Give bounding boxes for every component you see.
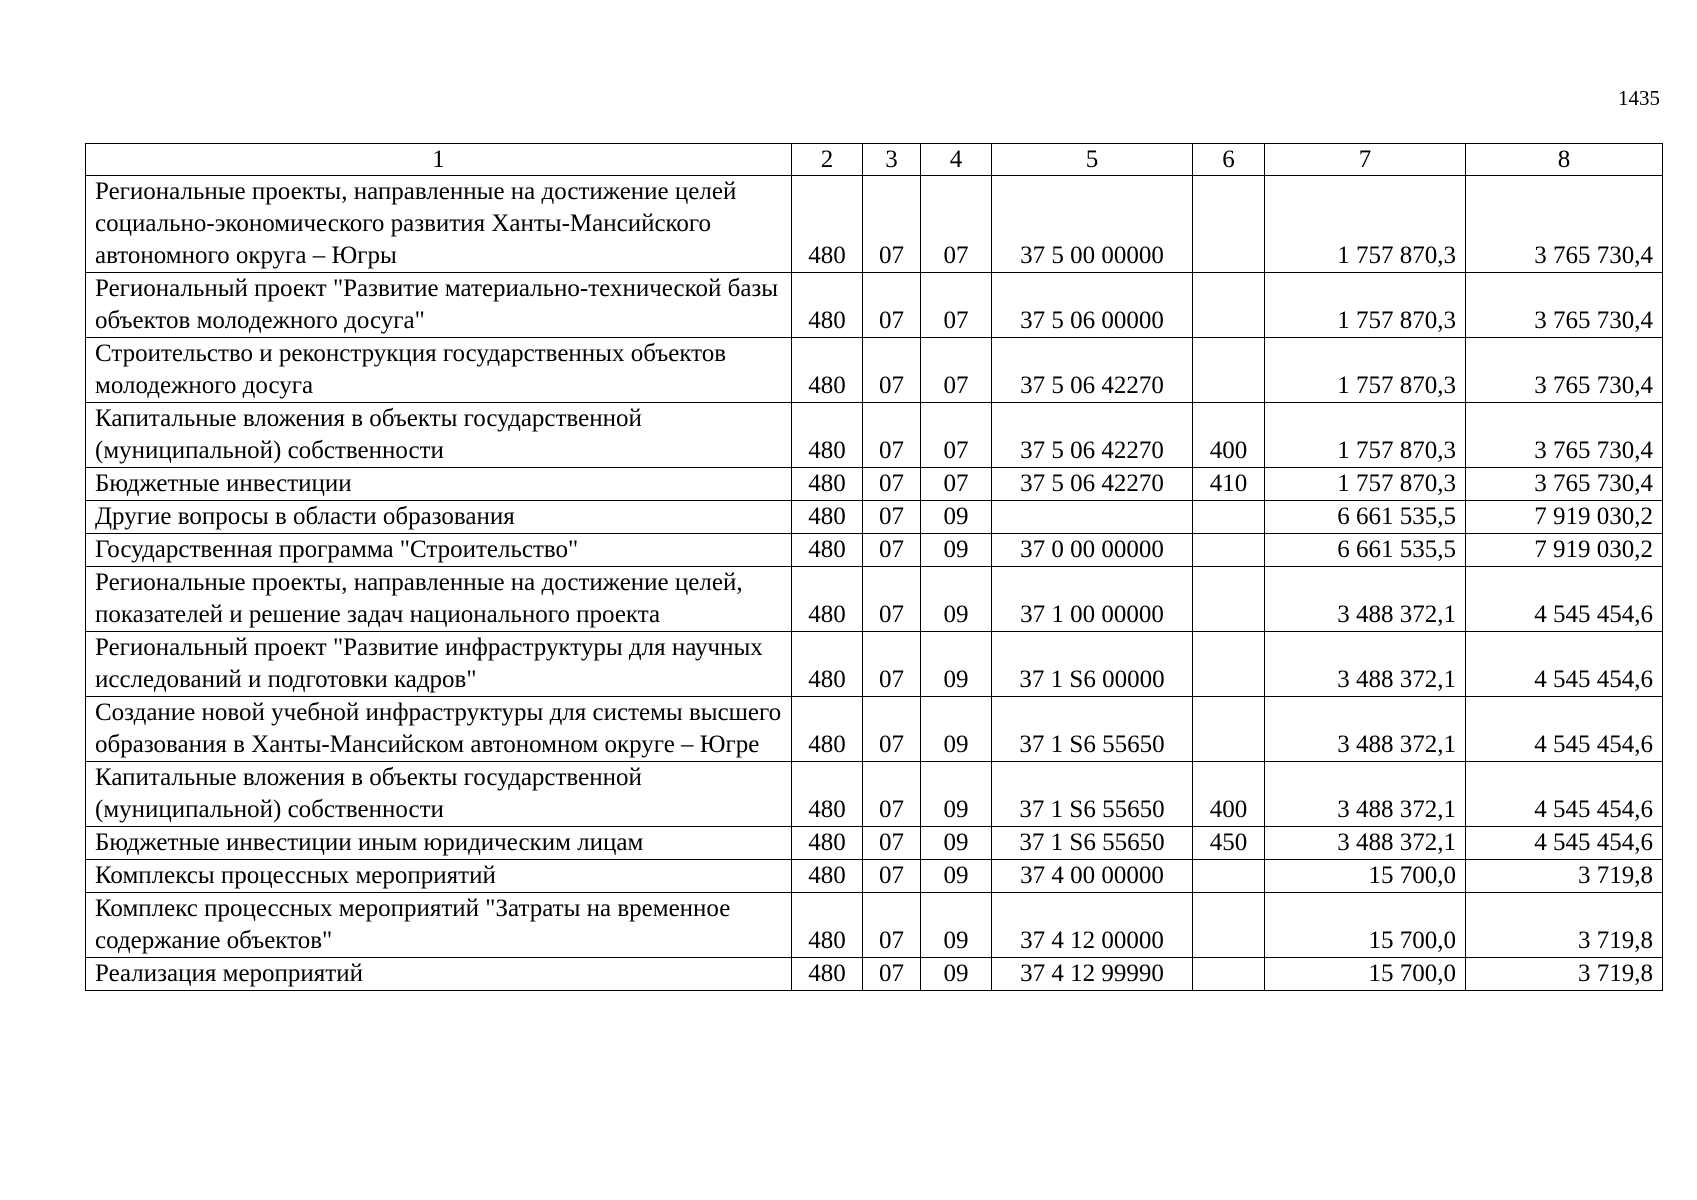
target-article-cell: 37 5 06 42270 — [992, 338, 1193, 403]
subsection-code-cell: 09 — [921, 860, 992, 893]
target-article-cell: 37 1 00 00000 — [992, 567, 1193, 632]
header-row — [86, 144, 1663, 176]
amount-year-1-cell: 1 757 870,3 — [1265, 338, 1466, 403]
ministry-code-cell: 480 — [792, 762, 863, 827]
section-code-cell: 07 — [863, 403, 921, 468]
section-code-cell: 07 — [863, 273, 921, 338]
amount-year-1-cell: 3 488 372,1 — [1265, 762, 1466, 827]
expense-type-cell — [1193, 567, 1265, 632]
target-article-cell: 37 4 00 00000 — [992, 860, 1193, 893]
subsection-code-cell: 09 — [921, 893, 992, 958]
expense-type-cell — [1193, 958, 1265, 991]
amount-year-1-cell: 15 700,0 — [1265, 860, 1466, 893]
subsection-code-cell: 07 — [921, 273, 992, 338]
amount-year-1-cell: 6 661 535,5 — [1265, 534, 1466, 567]
expense-type-cell: 410 — [1193, 468, 1265, 501]
item-name-cell: Реализация мероприятий — [86, 958, 792, 991]
target-article-cell: 37 5 00 00000 — [992, 176, 1193, 273]
item-name-cell: Региональный проект "Развитие инфраструктуры для научных исследований и подготовки кадров" — [86, 632, 792, 697]
item-name-cell: Строительство и реконструкция государственных объектов молодежного досуга — [86, 338, 792, 403]
amount-year-2-cell: 7 919 030,2 — [1466, 501, 1663, 534]
target-article-cell: 37 5 06 00000 — [992, 273, 1193, 338]
section-code-cell: 07 — [863, 958, 921, 991]
amount-year-2-cell: 3 765 730,4 — [1466, 176, 1663, 273]
target-article-cell: 37 4 12 00000 — [992, 893, 1193, 958]
amount-year-2-cell: 3 719,8 — [1466, 958, 1663, 991]
item-name-cell: Комплексы процессных мероприятий — [86, 860, 792, 893]
expense-type-cell: 400 — [1193, 762, 1265, 827]
expense-type-cell — [1193, 860, 1265, 893]
table-row — [86, 176, 1663, 273]
amount-year-2-cell: 3 765 730,4 — [1466, 338, 1663, 403]
section-code-cell: 07 — [863, 827, 921, 860]
column-header: 8 — [1466, 144, 1663, 176]
subsection-code-cell: 09 — [921, 697, 992, 762]
item-name-cell: Комплекс процессных мероприятий "Затраты на временное содержание объектов" — [86, 893, 792, 958]
expense-type-cell — [1193, 893, 1265, 958]
table-body — [86, 176, 1663, 991]
ministry-code-cell: 480 — [792, 403, 863, 468]
subsection-code-cell: 07 — [921, 338, 992, 403]
amount-year-1-cell: 3 488 372,1 — [1265, 567, 1466, 632]
ministry-code-cell: 480 — [792, 338, 863, 403]
target-article-cell: 37 1 S6 55650 — [992, 697, 1193, 762]
subsection-code-cell: 09 — [921, 567, 992, 632]
amount-year-1-cell: 15 700,0 — [1265, 893, 1466, 958]
column-header: 4 — [921, 144, 992, 176]
target-article-cell — [992, 501, 1193, 534]
table-row — [86, 468, 1663, 501]
expense-type-cell — [1193, 338, 1265, 403]
subsection-code-cell: 09 — [921, 958, 992, 991]
item-name-cell: Региональный проект "Развитие материально-технической базы объектов молодежного досуга" — [86, 273, 792, 338]
table-header — [86, 144, 1663, 176]
ministry-code-cell: 480 — [792, 860, 863, 893]
column-header: 3 — [863, 144, 921, 176]
section-code-cell: 07 — [863, 762, 921, 827]
amount-year-2-cell: 7 919 030,2 — [1466, 534, 1663, 567]
section-code-cell: 07 — [863, 468, 921, 501]
table-row — [86, 893, 1663, 958]
amount-year-2-cell: 4 545 454,6 — [1466, 632, 1663, 697]
target-article-cell: 37 5 06 42270 — [992, 403, 1193, 468]
ministry-code-cell: 480 — [792, 893, 863, 958]
ministry-code-cell: 480 — [792, 567, 863, 632]
section-code-cell: 07 — [863, 567, 921, 632]
amount-year-2-cell: 4 545 454,6 — [1466, 762, 1663, 827]
ministry-code-cell: 480 — [792, 697, 863, 762]
target-article-cell: 37 1 S6 00000 — [992, 632, 1193, 697]
amount-year-2-cell: 4 545 454,6 — [1466, 827, 1663, 860]
expense-type-cell — [1193, 632, 1265, 697]
item-name-cell: Бюджетные инвестиции иным юридическим лицам — [86, 827, 792, 860]
subsection-code-cell: 07 — [921, 176, 992, 273]
amount-year-1-cell: 1 757 870,3 — [1265, 176, 1466, 273]
subsection-code-cell: 07 — [921, 468, 992, 501]
item-name-cell: Региональные проекты, направленные на достижение целей социально-экономического развития Ханты-Мансийского автономного округа – Югры — [86, 176, 792, 273]
amount-year-1-cell: 6 661 535,5 — [1265, 501, 1466, 534]
target-article-cell: 37 1 S6 55650 — [992, 827, 1193, 860]
amount-year-2-cell: 4 545 454,6 — [1466, 697, 1663, 762]
section-code-cell: 07 — [863, 338, 921, 403]
expense-type-cell — [1193, 534, 1265, 567]
section-code-cell: 07 — [863, 501, 921, 534]
section-code-cell: 07 — [863, 632, 921, 697]
item-name-cell: Бюджетные инвестиции — [86, 468, 792, 501]
table-row — [86, 534, 1663, 567]
expense-type-cell — [1193, 176, 1265, 273]
section-code-cell: 07 — [863, 534, 921, 567]
table-row — [86, 338, 1663, 403]
column-header: 6 — [1193, 144, 1265, 176]
column-header: 1 — [86, 144, 792, 176]
ministry-code-cell: 480 — [792, 534, 863, 567]
ministry-code-cell: 480 — [792, 273, 863, 338]
amount-year-1-cell: 1 757 870,3 — [1265, 403, 1466, 468]
amount-year-1-cell: 3 488 372,1 — [1265, 827, 1466, 860]
page-number: 1435 — [1618, 86, 1660, 110]
ministry-code-cell: 480 — [792, 468, 863, 501]
amount-year-2-cell: 3 719,8 — [1466, 893, 1663, 958]
amount-year-1-cell: 1 757 870,3 — [1265, 468, 1466, 501]
table-row — [86, 501, 1663, 534]
ministry-code-cell: 480 — [792, 632, 863, 697]
amount-year-1-cell: 3 488 372,1 — [1265, 697, 1466, 762]
section-code-cell: 07 — [863, 893, 921, 958]
table-row — [86, 762, 1663, 827]
column-header: 2 — [792, 144, 863, 176]
table-row — [86, 827, 1663, 860]
subsection-code-cell: 09 — [921, 632, 992, 697]
table-row — [86, 958, 1663, 991]
target-article-cell: 37 4 12 99990 — [992, 958, 1193, 991]
section-code-cell: 07 — [863, 176, 921, 273]
column-header: 7 — [1265, 144, 1466, 176]
amount-year-2-cell: 3 719,8 — [1466, 860, 1663, 893]
column-header: 5 — [992, 144, 1193, 176]
amount-year-2-cell: 4 545 454,6 — [1466, 567, 1663, 632]
section-code-cell: 07 — [863, 860, 921, 893]
expense-type-cell: 450 — [1193, 827, 1265, 860]
item-name-cell: Капитальные вложения в объекты государственной (муниципальной) собственности — [86, 762, 792, 827]
subsection-code-cell: 09 — [921, 827, 992, 860]
target-article-cell: 37 1 S6 55650 — [992, 762, 1193, 827]
ministry-code-cell: 480 — [792, 501, 863, 534]
ministry-code-cell: 480 — [792, 958, 863, 991]
expense-type-cell: 400 — [1193, 403, 1265, 468]
item-name-cell: Капитальные вложения в объекты государственной (муниципальной) собственности — [86, 403, 792, 468]
item-name-cell: Создание новой учебной инфраструктуры для системы высшего образования в Ханты-Мансийском автономном округе – Югре — [86, 697, 792, 762]
item-name-cell: Региональные проекты, направленные на достижение целей, показателей и решение задач национального проекта — [86, 567, 792, 632]
amount-year-2-cell: 3 765 730,4 — [1466, 468, 1663, 501]
amount-year-2-cell: 3 765 730,4 — [1466, 273, 1663, 338]
amount-year-1-cell: 3 488 372,1 — [1265, 632, 1466, 697]
ministry-code-cell: 480 — [792, 827, 863, 860]
expense-type-cell — [1193, 273, 1265, 338]
amount-year-1-cell: 1 757 870,3 — [1265, 273, 1466, 338]
amount-year-2-cell: 3 765 730,4 — [1466, 403, 1663, 468]
table-row — [86, 273, 1663, 338]
item-name-cell: Государственная программа "Строительство" — [86, 534, 792, 567]
section-code-cell: 07 — [863, 697, 921, 762]
table-row — [86, 403, 1663, 468]
target-article-cell: 37 5 06 42270 — [992, 468, 1193, 501]
target-article-cell: 37 0 00 00000 — [992, 534, 1193, 567]
subsection-code-cell: 09 — [921, 762, 992, 827]
subsection-code-cell: 09 — [921, 534, 992, 567]
subsection-code-cell: 07 — [921, 403, 992, 468]
amount-year-1-cell: 15 700,0 — [1265, 958, 1466, 991]
ministry-code-cell: 480 — [792, 176, 863, 273]
expense-type-cell — [1193, 697, 1265, 762]
subsection-code-cell: 09 — [921, 501, 992, 534]
table-row — [86, 567, 1663, 632]
expense-type-cell — [1193, 501, 1265, 534]
table-row — [86, 632, 1663, 697]
table-row — [86, 697, 1663, 762]
budget-table — [85, 143, 1663, 991]
item-name-cell: Другие вопросы в области образования — [86, 501, 792, 534]
table-row — [86, 860, 1663, 893]
